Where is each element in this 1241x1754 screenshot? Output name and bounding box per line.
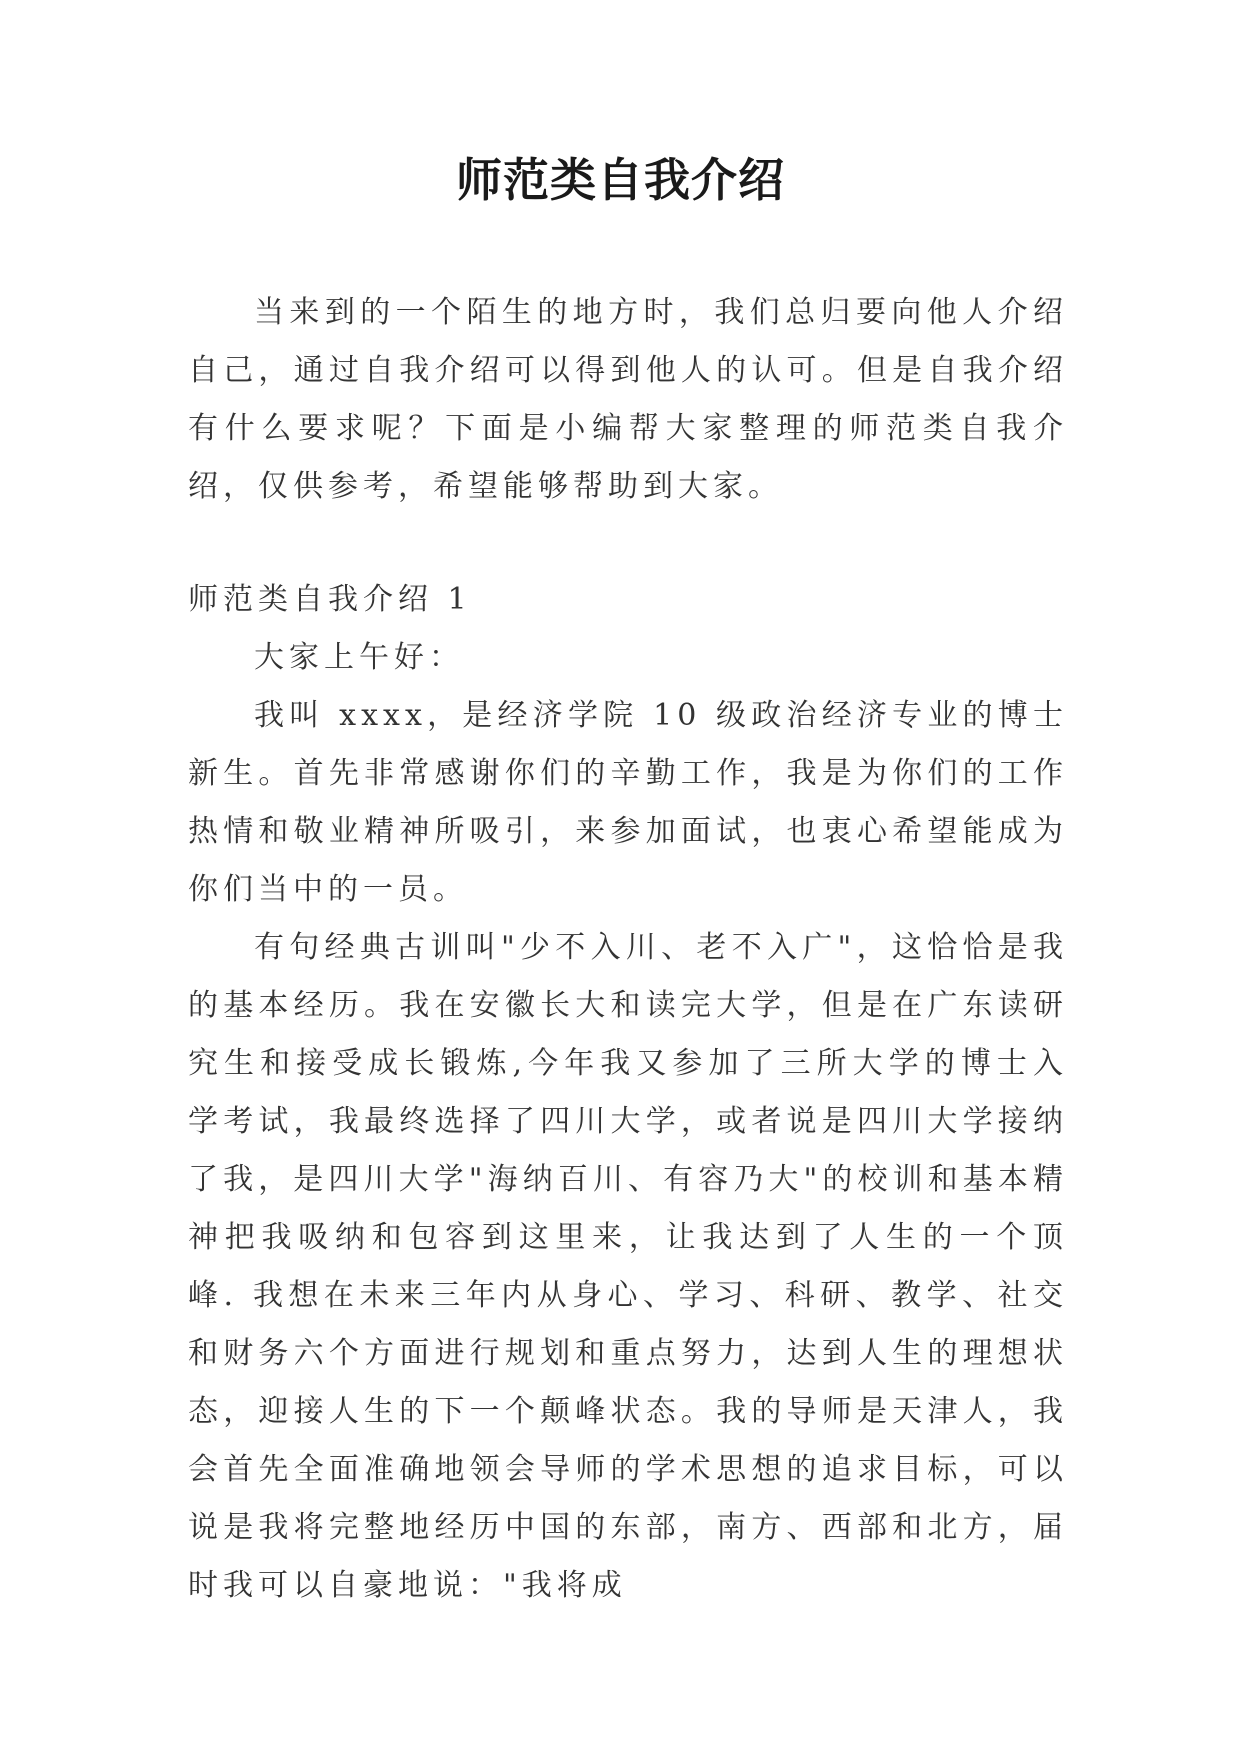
intro-paragraph: 当来到的一个陌生的地方时，我们总归要向他人介绍自己，通过自我介绍可以得到他人的认可。但是自我介绍有什么要求呢？下面是小编帮大家整理的师范类自我介绍，仅供参考，希望能够帮助到大家。: [188, 295, 1068, 504]
section-block: [188, 571, 1068, 1615]
intro-block: [188, 284, 1068, 516]
body-paragraph: 我叫 xxxx，是经济学院 10 级政治经济专业的博士新生。首先非常感谢你们的辛勤工作，我是为你们的工作热情和敬业精神所吸引，来参加面试，也衷心希望能成为你们当中的一员。: [188, 698, 1068, 907]
section-heading: 师范类自我介绍 1: [188, 582, 472, 617]
body-paragraph: 有句经典古训叫"少不入川、老不入广"，这恰恰是我的基本经历。我在安徽长大和读完大学，但是在广东读研究生和接受成长锻炼,今年我又参加了三所大学的博士入学考试，我最终选择了四川大学，或者说是四川大学接纳了我，是四川大学"海纳百川、有容乃大"的校训和基本精神把我吸纳和包容到这里来，让我达到了人生的一个顶峰. 我想在未来三年内从身心、学习、科研、教学、社交和财务六个方面进行规划和重点努力，达到人生的理想状态，迎接人生的下一个颠峰状态。我的导师是天津人，我会首先全面准确地领会导师的学术思想的追求目标，可以说是我将完整地经历中国的东部，南方、西部和北方，届时我可以自豪地说："我将成: [188, 930, 1068, 1603]
document-title: 师范类自我介绍: [456, 153, 785, 207]
greeting-paragraph: 大家上午好：: [254, 640, 464, 675]
